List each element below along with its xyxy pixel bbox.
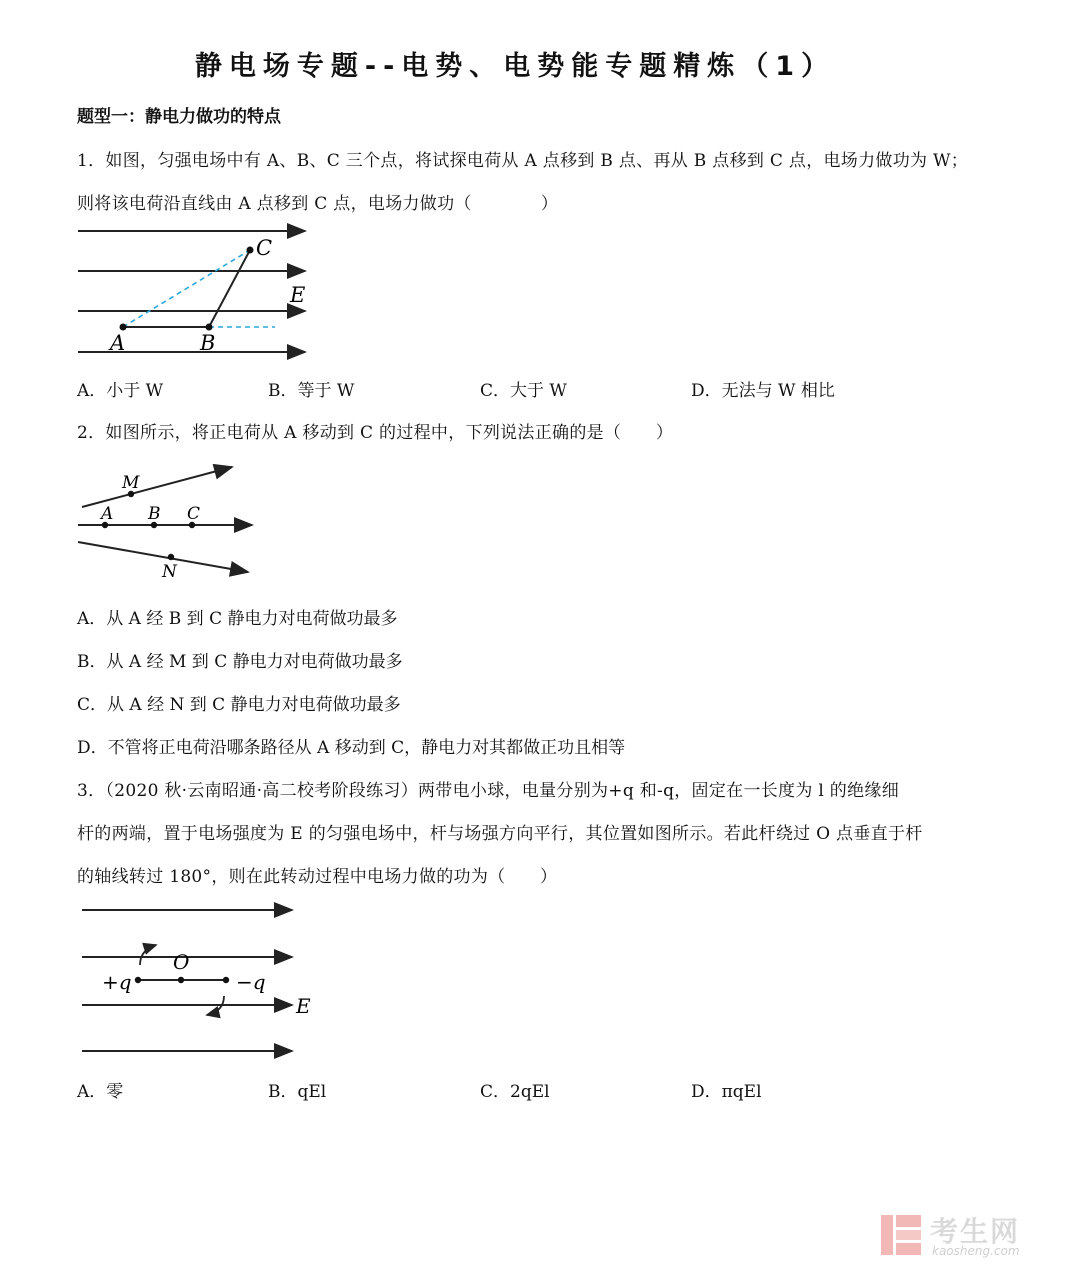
q1-stem-line1: 1．如图，匀强电场中有 A、B、C 三个点，将试探电荷从 A 点移到 B 点、再从 B 点移到 C 点，电场力做功为 W； [77,151,969,171]
field-line-upper [82,467,232,507]
charge-plus [135,977,141,983]
q1-option-d: D．无法与 W 相比 [691,381,835,401]
label-e: E [290,283,306,307]
rotation-arrow-top [140,945,156,965]
point-c [247,247,254,254]
dashed-ac [123,250,250,327]
point-b [206,324,213,331]
q1-figure [70,220,340,365]
page-title: 静电场专题--电势、电势能专题精炼（1） [194,51,836,82]
label-b: B [200,331,216,355]
q3-option-b: B．qEl [268,1082,327,1102]
label-m: M [122,473,140,493]
label-o: O [173,950,190,974]
label-c: C [187,504,201,524]
q1-option-a: A．小于 W [77,381,164,401]
section-heading: 题型一：静电力做功的特点 [77,107,281,127]
label-a: A [110,331,126,355]
label-minus-q: −q [236,970,266,994]
watermark [878,1210,1048,1260]
q2-stem: 2．如图所示，将正电荷从 A 移动到 C 的过程中，下列说法正确的是（ ） [77,423,674,443]
q2-figure [70,455,270,585]
q3-stem-line3: 的轴线转过 180°，则在此转动过程中电场力做的功为（ ） [77,867,558,887]
q1-option-b: B．等于 W [268,381,355,401]
q3-option-c: C．2qEl [480,1082,550,1102]
q3-stem-line1: 3．（2020 秋·云南昭通·高二校考阶段练习）两带电小球，电量分别为+q 和-q，固定在一长度为 l 的绝缘细 [77,781,899,801]
q3-stem-line2: 杆的两端，置于电场强度为 E 的匀强电场中，杆与场强方向平行，其位置如图所示。若此杆绕过 O 点垂直于杆 [77,824,923,844]
q3-figure [70,895,330,1065]
pivot-o [178,977,184,983]
charge-minus [223,977,229,983]
watermark-brand: 考生网 [930,1215,1021,1248]
label-b: B [148,504,161,524]
label-c: C [256,236,273,260]
q1-stem-line2: 则将该电荷沿直线由 A 点移到 C 点，电场力做功（ ） [77,194,559,214]
segment-bc [209,250,250,327]
q3-option-a: A．零 [77,1082,124,1102]
watermark-url: kaosheng.com [932,1244,1020,1258]
point-n [168,554,174,560]
q2-option-d: D．不管将正电荷沿哪条路径从 A 移动到 C，静电力对其都做正功且相等 [77,738,626,758]
label-n: N [162,562,177,582]
q1-option-c: C．大于 W [480,381,567,401]
q3-option-d: D．πqEl [691,1082,762,1102]
point-a [120,324,127,331]
label-e: E [296,994,311,1018]
q2-option-b: B．从 A 经 M 到 C 静电力对电荷做功最多 [77,652,403,672]
q2-option-c: C．从 A 经 N 到 C 静电力对电荷做功最多 [77,695,401,715]
q2-option-a: A．从 A 经 B 到 C 静电力对电荷做功最多 [77,609,398,629]
label-plus-q: +q [102,970,132,994]
label-a: A [101,504,114,524]
watermark-logo-icon [878,1212,924,1258]
